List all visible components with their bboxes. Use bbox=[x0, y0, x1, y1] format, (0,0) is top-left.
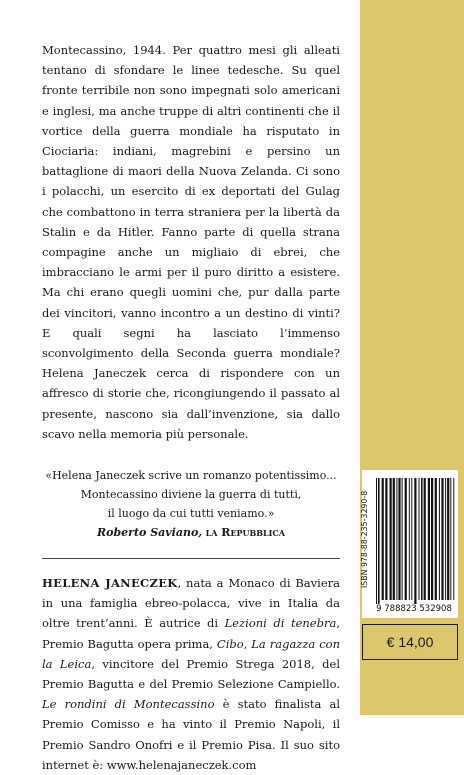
barcode-bar bbox=[376, 478, 377, 604]
barcode-bar bbox=[435, 478, 437, 600]
quote-line-3: il luogo da cui tutti veniamo.» bbox=[107, 507, 275, 521]
barcode-bar bbox=[393, 478, 395, 600]
quote-author: Roberto Saviano, bbox=[96, 526, 203, 540]
barcode-graphic bbox=[362, 470, 458, 618]
bio-text-4: , vincitore del Premio Strega 2018, del Premio Bagutta e del Premio Selezione Campiello. bbox=[42, 656, 340, 692]
barcode-bar bbox=[385, 478, 387, 600]
barcode-bar bbox=[411, 478, 412, 600]
blurb-paragraph: Montecassino, 1944. Per quattro mesi gli alleati tentano di sfondare le linee tedesche. Su quel fronte terribile non sono impegnati solo americani e inglesi, ma anche truppe di altri continenti che il vortice della guerra mondiale ha risputato in Ciociaria: indiani, magrebini e persino un battaglione di maori della Nuova Zelanda. Ci sono i polacchi, un esercito di ex deportati del Gulag che combattono in terra straniera per la libertà da Stalin e da Hitler. Fanno parte di quella strana compagine anche un migliaio di ebrei, che imbracciano le armi per il puro diritto a esistere. Ma chi erano quegli uomini che, pur dalla parte dei vincitori, vanno incontro a un destino di vinti? E quali segni ha lasciato l’immenso sconvolgimento della Seconda guerra mondiale? Helena Janeczek cerca di rispondere con un affresco di storie che, ricongiungendo il passato al presente, nascono sia dall’invenzione, sia dallo scavo nella memoria più personale. bbox=[42, 43, 340, 441]
press-quote bbox=[42, 466, 340, 523]
barcode-bar bbox=[405, 478, 407, 600]
barcode-bar bbox=[447, 478, 449, 600]
text-column bbox=[42, 40, 340, 775]
barcode-bar bbox=[396, 478, 397, 600]
bio-book-4: Le rondini di Montecassino bbox=[42, 697, 215, 712]
barcode-bar bbox=[431, 478, 433, 600]
quote-line-2: Montecassino diviene la guerra di tutti, bbox=[80, 488, 302, 502]
author-name: HELENA JANECZEK bbox=[42, 576, 178, 591]
divider bbox=[42, 558, 340, 559]
bio-text-1: , nata a Monaco di Baviera in una famiglia ebreo-polacca, vive in Italia da oltre trent’anni. È autrice di bbox=[42, 576, 340, 631]
barcode-bar bbox=[398, 478, 400, 600]
price-value: € 14,00 bbox=[386, 634, 434, 650]
barcode-bar bbox=[419, 478, 420, 600]
barcode-bar bbox=[402, 478, 403, 600]
bio-book-2: Cibo bbox=[216, 636, 244, 651]
barcode-digits: 9 788823 532908 bbox=[376, 604, 452, 614]
barcode-bar bbox=[439, 478, 440, 600]
barcode-bar bbox=[428, 478, 430, 600]
bio-text-3: , bbox=[243, 636, 252, 651]
quote-source: la Repubblica bbox=[205, 526, 285, 540]
barcode-bar bbox=[445, 478, 446, 600]
bio-text-5: è stato finalista al Premio Comisso e ha vinto il Premio Napoli, il Premio Sandro Onofri e il Premio Pisa. Il suo sito internet è: www.helenajaneczek.com bbox=[42, 697, 340, 772]
quote-line-1: «Helena Janeczek scrive un romanzo potentissimo... bbox=[45, 469, 337, 483]
barcode-bar bbox=[424, 478, 426, 600]
quote-attribution bbox=[42, 523, 340, 542]
barcode-bar bbox=[382, 478, 384, 600]
barcode-bar bbox=[409, 478, 410, 600]
barcode-bar bbox=[441, 478, 443, 600]
barcode bbox=[362, 470, 458, 618]
barcode-bar bbox=[378, 478, 380, 604]
barcode-bar bbox=[453, 478, 454, 600]
author-bio bbox=[42, 573, 340, 775]
bio-book-1: Lezioni di tenebra bbox=[224, 616, 337, 631]
barcode-bar bbox=[450, 478, 451, 600]
isbn-label: ISBN 978-88-235-3290-8 bbox=[360, 490, 369, 588]
barcode-bar bbox=[421, 478, 423, 600]
barcode-bar bbox=[414, 478, 416, 604]
barcode-bar bbox=[390, 478, 392, 600]
price-tag bbox=[362, 624, 458, 660]
bio-text-2: , Premio Bagutta opera prima, bbox=[42, 616, 340, 651]
bio-book-3: La ragazza con la Leica bbox=[42, 636, 341, 671]
